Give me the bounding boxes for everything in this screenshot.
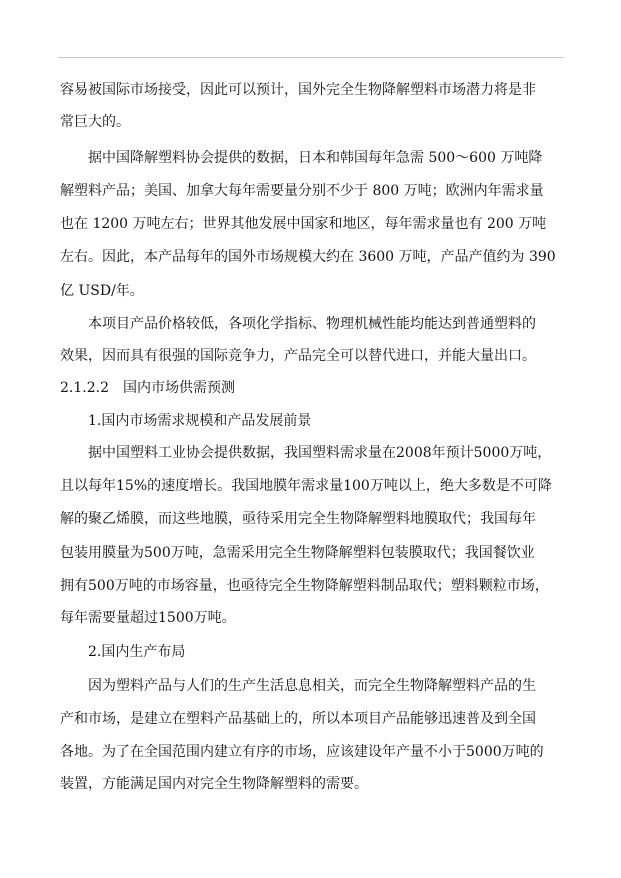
paragraph-line: 各地。为了在全国范围内建立有序的市场，应该建设年产量不小于5000万吨的 bbox=[60, 744, 544, 760]
paragraph-line: 装置，方能满足国内对完全生物降解塑料的需要。 bbox=[60, 776, 368, 792]
paragraph-line: 因为塑料产品与人们的生产生活息息相关，而完全生物降解塑料产品的生 bbox=[88, 678, 536, 694]
paragraph-line: 解塑料产品；美国、加拿大每年需要量分别不少于 800 万吨；欧洲内年需求量 bbox=[60, 183, 544, 199]
paragraph-line: 也在 1200 万吨左右；世界其他发展中国家和地区，每年需求量也有 200 万吨 bbox=[60, 216, 547, 232]
section-heading: 2.1.2.2 国内市场供需预测 bbox=[60, 380, 235, 396]
paragraph-line: 常巨大的。 bbox=[60, 114, 130, 130]
paragraph-line: 亿 USD/年。 bbox=[60, 283, 144, 299]
paragraph-line: 左右。因此，本产品每年的国外市场规模大约在 3600 万吨，产品产值约为 390 bbox=[60, 249, 556, 265]
paragraph-line: 解的聚乙烯膜，而这些地膜，亟待采用完全生物降解塑料地膜取代；我国每年 bbox=[60, 511, 536, 527]
subsection-heading: 1.国内市场需求规模和产品发展前景 bbox=[88, 413, 312, 429]
paragraph-line: 包装用膜量为500万吨，急需采用完全生物降解塑料包装膜取代；我国餐饮业 bbox=[60, 545, 535, 561]
paragraph-line: 据中国塑料工业协会提供数据，我国塑料需求量在2008年预计5000万吨， bbox=[88, 445, 552, 461]
header-rule bbox=[58, 57, 564, 58]
paragraph-line: 产和市场，是建立在塑料产品基础上的，所以本项目产品能够迅速普及到全国 bbox=[60, 711, 536, 727]
paragraph-line: 据中国降解塑料协会提供的数据，日本和韩国每年急需 500～600 万吨降 bbox=[88, 150, 543, 166]
subsection-heading: 2.国内生产布局 bbox=[88, 644, 186, 660]
paragraph-line: 每年需要量超过1500万吨。 bbox=[60, 610, 236, 626]
paragraph-line: 容易被国际市场接受，因此可以预计，国外完全生物降解塑料市场潜力将是非 bbox=[60, 82, 536, 98]
paragraph-line: 效果，因而具有很强的国际竞争力，产品完全可以替代进口，并能大量出口。 bbox=[60, 348, 536, 364]
paragraph-line: 且以每年15%的速度增长。我国地膜年需求量100万吨以上，绝大多数是不可降 bbox=[60, 478, 552, 494]
paragraph-line: 拥有500万吨的市场容量，也亟待完全生物降解塑料制品取代；塑料颗粒市场， bbox=[60, 578, 549, 594]
paragraph-line: 本项目产品价格较低，各项化学指标、物理机械性能均能达到普通塑料的 bbox=[88, 316, 536, 332]
